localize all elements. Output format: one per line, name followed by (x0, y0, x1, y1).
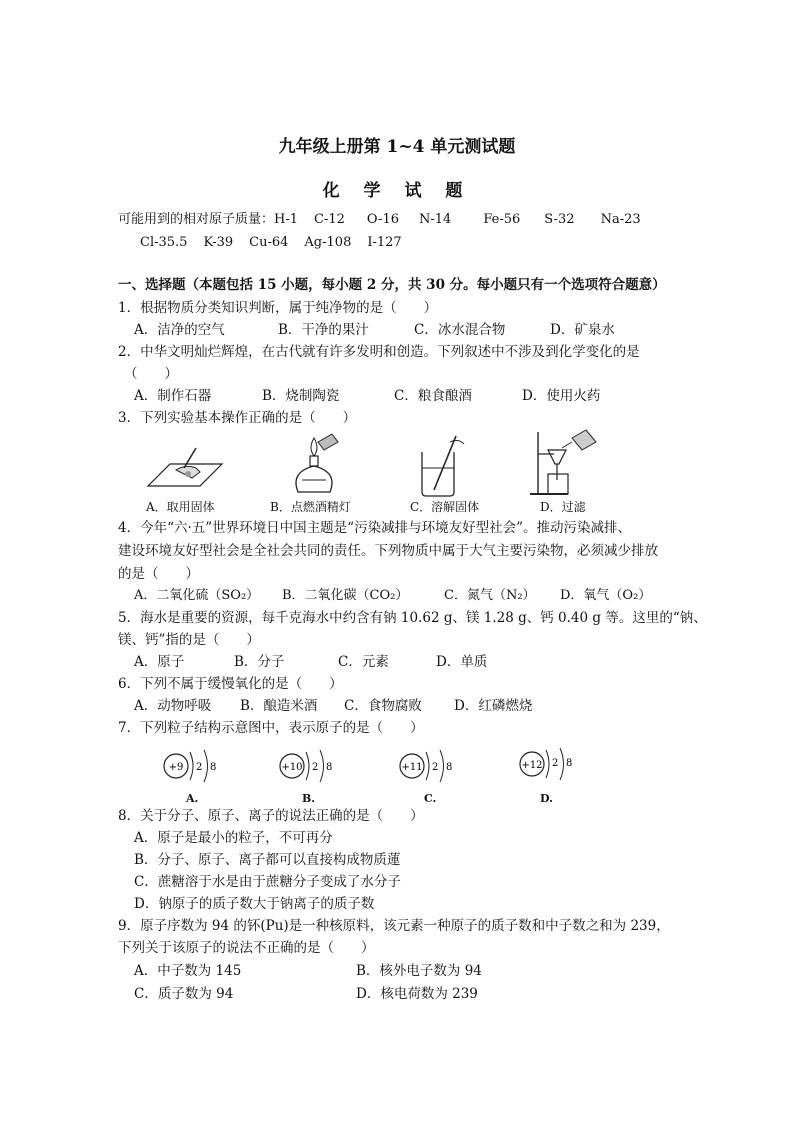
shell-electrons: 2 (196, 762, 203, 773)
mass-item: N-14 (419, 212, 452, 227)
shell-electrons: 2 (552, 758, 559, 769)
atomic-mass-row-1 (118, 210, 657, 230)
shell-electrons: 8 (446, 762, 453, 773)
mass-item: Cl-35.5 (140, 235, 188, 250)
question-stem-cont: 镁、钙”指的是（ ） (118, 632, 260, 648)
shell-electrons: 2 (432, 762, 439, 773)
option-a: A．制作石器 (134, 388, 212, 404)
question-stem: 3．下列实验基本操作正确的是（ ） (118, 410, 357, 426)
question-stem: 4．今年“六·五”世界环境日中国主题是“污染减排与环境友好型社会”。推动污染减排、 (118, 520, 631, 536)
option-a: A．中子数为 145 (134, 963, 242, 979)
question-options (134, 696, 532, 716)
atom-diagram-a (160, 742, 224, 790)
option-c: C．冰水混合物 (414, 322, 506, 338)
question-stem-cont: 下列关于该原子的说法不正确的是（ ） (118, 940, 375, 956)
option-c: C．食物腐败 (344, 698, 422, 714)
alcohol-lamp-figure (284, 432, 344, 498)
nucleus-charge: +12 (521, 760, 543, 771)
atom-diagram-c (396, 742, 460, 790)
mass-item: S-32 (544, 212, 575, 227)
figure-label-c: C．溶解固体 (410, 500, 480, 514)
question-options (134, 961, 482, 981)
figure-label-b: B．点燃酒精灯 (270, 500, 351, 514)
atom-label-a: A. (186, 792, 199, 805)
question-options (134, 586, 651, 606)
question-options (134, 320, 615, 340)
atom-diagram-b (276, 742, 340, 790)
option-b: B．分子 (234, 654, 285, 670)
shell-electrons: 8 (210, 762, 217, 773)
atom-label-b: B. (302, 792, 316, 805)
question-stem: 6．下列不属于缓慢氧化的是（ ） (118, 676, 343, 692)
option-c: C．氮气（N₂） (444, 588, 536, 603)
nucleus-charge: +9 (168, 762, 184, 773)
mass-item: Na-23 (600, 212, 641, 227)
option-c: C．质子数为 94 (134, 986, 234, 1002)
option-d: D．红磷燃烧 (454, 698, 533, 714)
question-stem-cont: （ ） (124, 366, 178, 382)
nucleus-charge: +11 (401, 762, 423, 773)
atomic-mass-row-2 (140, 233, 418, 253)
atom-label-d: D. (540, 792, 553, 805)
option-d: D．矿泉水 (550, 322, 615, 338)
option-b: B．核外电子数为 94 (356, 963, 482, 979)
atom-diagram-d (516, 740, 580, 788)
mass-item: I-127 (367, 235, 402, 250)
question-options (134, 984, 478, 1004)
question-stem: 8．关于分子、原子、离子的说法正确的是（ ） (118, 808, 424, 824)
mass-item: Ag-108 (304, 235, 352, 250)
dissolve-solid-figure (414, 432, 470, 498)
option-a: A．原子是最小的粒子，不可再分 (134, 830, 333, 846)
question-stem: 5．海水是重要的资源，每千克海水中约含有钠 10.62 g、镁 1.28 g、钙 0.40 g 等。这里的“钠、 (118, 610, 707, 626)
question-options (134, 386, 600, 406)
option-a: A．动物呼吸 (134, 698, 212, 714)
question-stem: 7．下列粒子结构示意图中，表示原子的是（ ） (118, 720, 424, 736)
option-c: C．元素 (338, 654, 389, 670)
shell-electrons: 2 (312, 762, 319, 773)
shell-electrons: 8 (326, 762, 333, 773)
option-b: B．酿造米酒 (240, 698, 318, 714)
question-stem: 2．中华文明灿烂辉煌，在古代就有许多发明和创造。下列叙述中不涉及到化学变化的是 (118, 344, 640, 360)
mass-item: C-12 (314, 212, 345, 227)
option-a: A．洁净的空气 (134, 322, 225, 338)
figure-label-d: D．过滤 (540, 500, 586, 514)
mass-item: Fe-56 (483, 212, 521, 227)
take-solid-figure (140, 438, 230, 498)
option-a: A．二氧化硫（SO₂） (134, 588, 260, 603)
option-c: C．蔗糖溶于水是由于蔗糖分子变成了水分子 (134, 874, 401, 890)
filtration-figure (528, 428, 600, 500)
option-b: B．二氧化碳（CO₂） (282, 588, 409, 603)
option-a: A．原子 (134, 654, 185, 670)
section-heading: 一、选择题（本题包括 15 小题，每小题 2 分，共 30 分。每小题只有一个选项符合题意） (118, 277, 666, 293)
option-d: D．氧气（O₂） (560, 588, 652, 603)
option-d: D．核电荷数为 239 (356, 986, 478, 1002)
figure-label-a: A．取用固体 (146, 500, 215, 514)
option-d: D．使用火药 (522, 388, 601, 404)
option-b: B．干净的果汁 (278, 322, 369, 338)
exam-subtitle: 化 学 试 题 (322, 181, 472, 201)
mass-item: Cu-64 (249, 235, 289, 250)
atomic-mass-label: 可能用到的相对原子质量： (118, 212, 275, 227)
mass-item: O-16 (366, 212, 399, 227)
option-d: D．单质 (436, 654, 488, 670)
question-stem-cont: 的是（ ） (118, 566, 199, 582)
exam-title: 九年级上册第 1~4 单元测试题 (278, 137, 516, 157)
atom-label-c: C. (424, 792, 437, 805)
nucleus-charge: +10 (281, 762, 303, 773)
option-d: D．钠原子的质子数大于钠离子的质子数 (134, 896, 375, 912)
question-stem: 9．原子序数为 94 的钚(Pu)是一种核原料，该元素一种原子的质子数和中子数之和为 239， (118, 918, 670, 934)
question-stem: 1．根据物质分类知识判断，属于纯净物的是（ ） (118, 300, 438, 316)
option-c: C．粮食酿酒 (394, 388, 472, 404)
mass-item: H-1 (274, 212, 299, 227)
option-b: B．烧制陶瓷 (262, 388, 340, 404)
question-stem-cont: 建设环境友好型社会是全社会共同的责任。下列物质中属于大气主要污染物，必须减少排放 (118, 543, 658, 559)
option-b: B．分子、原子、离子都可以直接构成物质蓮 (134, 852, 401, 868)
question-options (134, 652, 487, 672)
shell-electrons: 8 (566, 758, 573, 769)
mass-item: K-39 (203, 235, 234, 250)
